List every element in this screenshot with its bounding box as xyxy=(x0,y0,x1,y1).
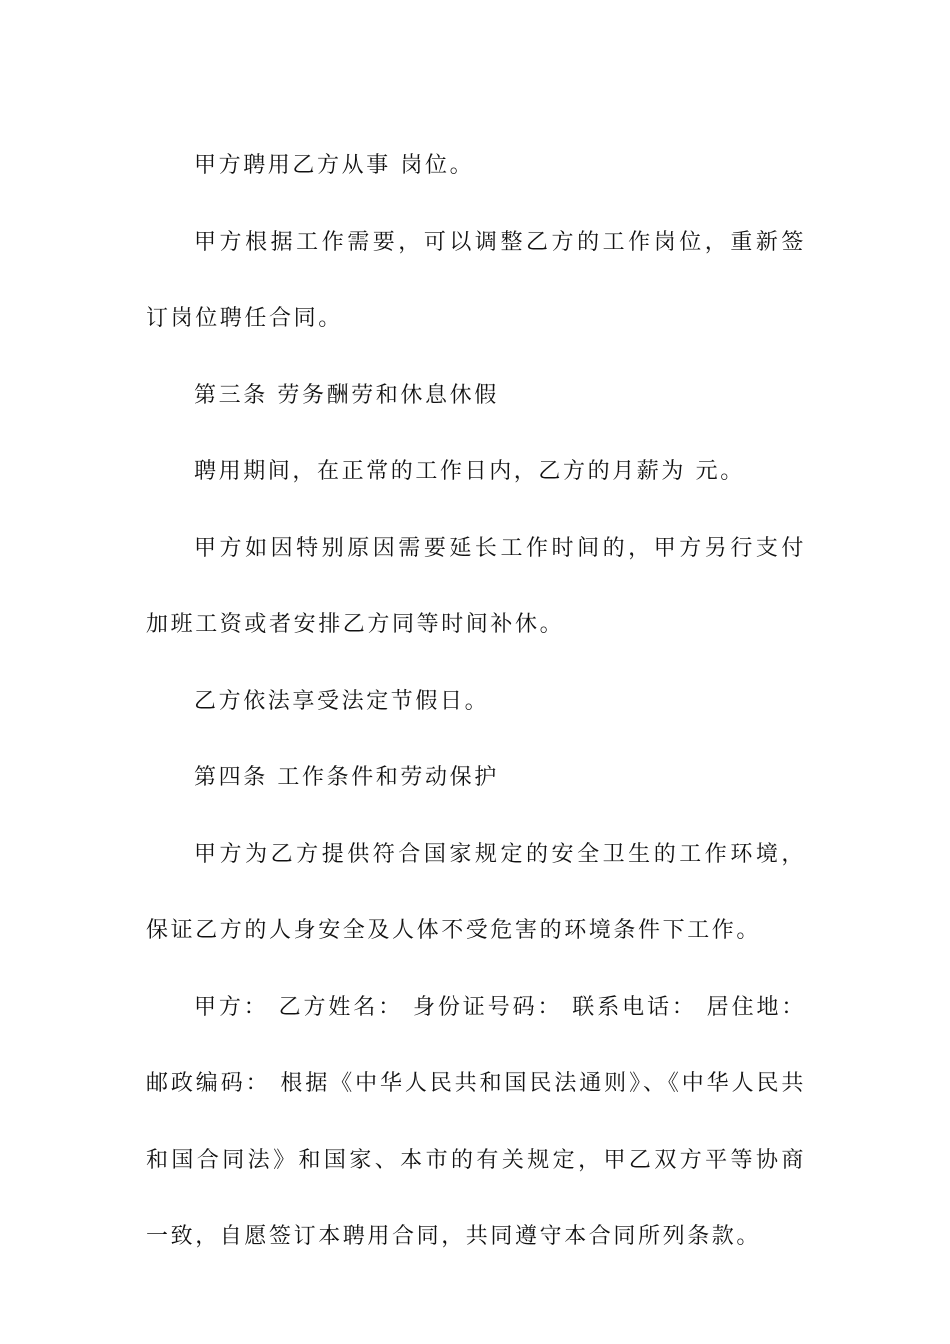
document-body xyxy=(146,128,806,1276)
article-4-heading: 第四条 工作条件和劳动保护 xyxy=(194,765,499,790)
paragraph-working-environment: 甲方为乙方提供符合国家规定的安全卫生的工作环境，保证乙方的人身安全及人体不受危害的环境条件下工作。 xyxy=(146,841,806,943)
paragraph-monthly-salary: 聘用期间，在正常的工作日内，乙方的月薪为 元。 xyxy=(194,459,745,484)
article-3-heading: 第三条 劳务酬劳和休息休假 xyxy=(194,382,499,408)
paragraph-position-adjustment: 甲方根据工作需要，可以调整乙方的工作岗位，重新签订岗位聘任合同。 xyxy=(146,229,806,331)
paragraph-parties-and-basis: 甲方： 乙方姓名： 身份证号码： 联系电话： 居住地：邮政编码： 根据《中华人民共和国民法通则》、《中华人民共和国合同法》和国家、本市的有关规定，甲乙双方平等协商一致，自愿签订本聘用合同，共同遵守本合同所列条款。 xyxy=(146,994,806,1249)
paragraph-position: 甲方聘用乙方从事 岗位。 xyxy=(194,153,475,178)
paragraph-holidays: 乙方依法享受法定节假日。 xyxy=(194,688,490,714)
paragraph-overtime: 甲方如因特别原因需要延长工作时间的，甲方另行支付加班工资或者安排乙方同等时间补休。 xyxy=(146,535,806,637)
